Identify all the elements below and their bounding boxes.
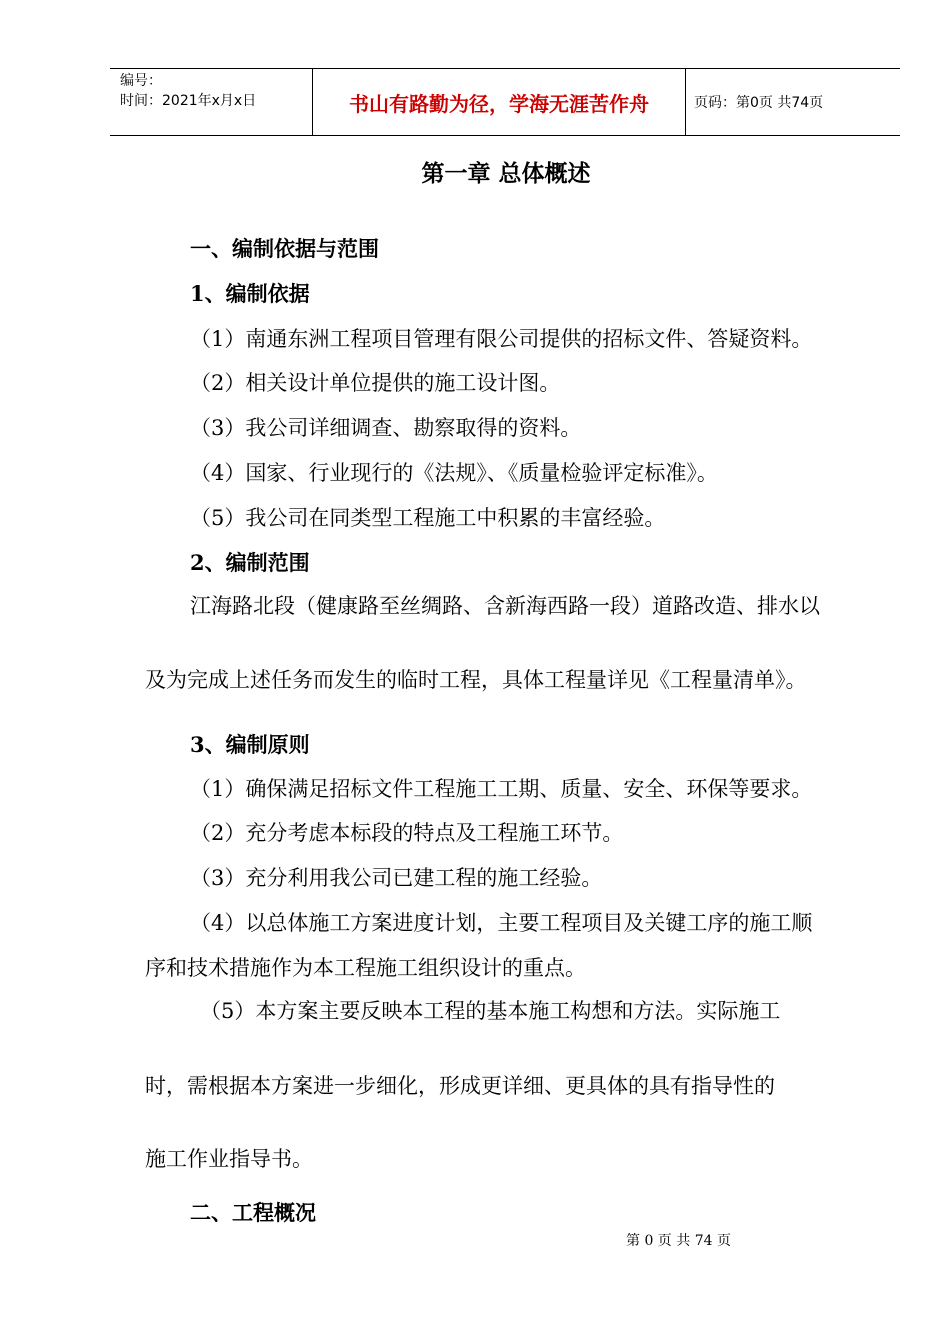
basis-item: （3）我公司详细调查、勘察取得的资料。 <box>190 416 582 440</box>
principle-item: （3）充分利用我公司已建工程的施工经验。 <box>190 866 603 890</box>
page-footer: 第 0 页 共 74 页 <box>626 1233 731 1249</box>
subsection-heading-basis: 1、编制依据 <box>190 281 310 306</box>
principle-item: 序和技术措施作为本工程施工组织设计的重点。 <box>145 956 586 980</box>
doc-number-label: 编号： <box>120 73 162 89</box>
header-page-label: 页码：第0页 共74页 <box>694 95 824 111</box>
doc-time-label: 时间：2021年x月x日 <box>120 93 257 109</box>
subsection-heading-scope: 2、编制范围 <box>190 550 310 575</box>
section-heading-1: 一、编制依据与范围 <box>190 236 379 261</box>
basis-item: （5）我公司在同类型工程施工中积累的丰富经验。 <box>190 506 666 530</box>
page-header <box>110 68 900 136</box>
header-motto: 书山有路勤为径，学海无涯苦作舟 <box>312 69 686 135</box>
principle-item: （2）充分考虑本标段的特点及工程施工环节。 <box>190 821 624 845</box>
basis-item: （4）国家、行业现行的《法规》、《质量检验评定标准》。 <box>190 461 718 485</box>
principle-item: 施工作业指导书。 <box>145 1147 313 1171</box>
header-meta <box>110 69 312 135</box>
scope-paragraph-line: 及为完成上述任务而发生的临时工程，具体工程量详见《工程量清单》。 <box>145 668 807 692</box>
principle-item: （1）确保满足招标文件工程施工工期、质量、安全、环保等要求。 <box>190 777 813 801</box>
section-heading-2: 二、工程概况 <box>190 1200 316 1225</box>
scope-paragraph-line: 江海路北段（健康路至丝绸路、含新海西路一段）道路改造、排水以 <box>190 594 820 618</box>
basis-item: （2）相关设计单位提供的施工设计图。 <box>190 371 561 395</box>
basis-item: （1）南通东洲工程项目管理有限公司提供的招标文件、答疑资料。 <box>190 327 813 351</box>
principle-item: （5）本方案主要反映本工程的基本施工构想和方法。实际施工 <box>200 999 781 1023</box>
chapter-title: 第一章 总体概述 <box>421 161 591 187</box>
principle-item: 时，需根据本方案进一步细化，形成更详细、更具体的具有指导性的 <box>145 1074 775 1098</box>
subsection-heading-principles: 3、编制原则 <box>190 732 310 757</box>
principle-item: （4）以总体施工方案进度计划，主要工程项目及关键工序的施工顺 <box>190 911 813 935</box>
